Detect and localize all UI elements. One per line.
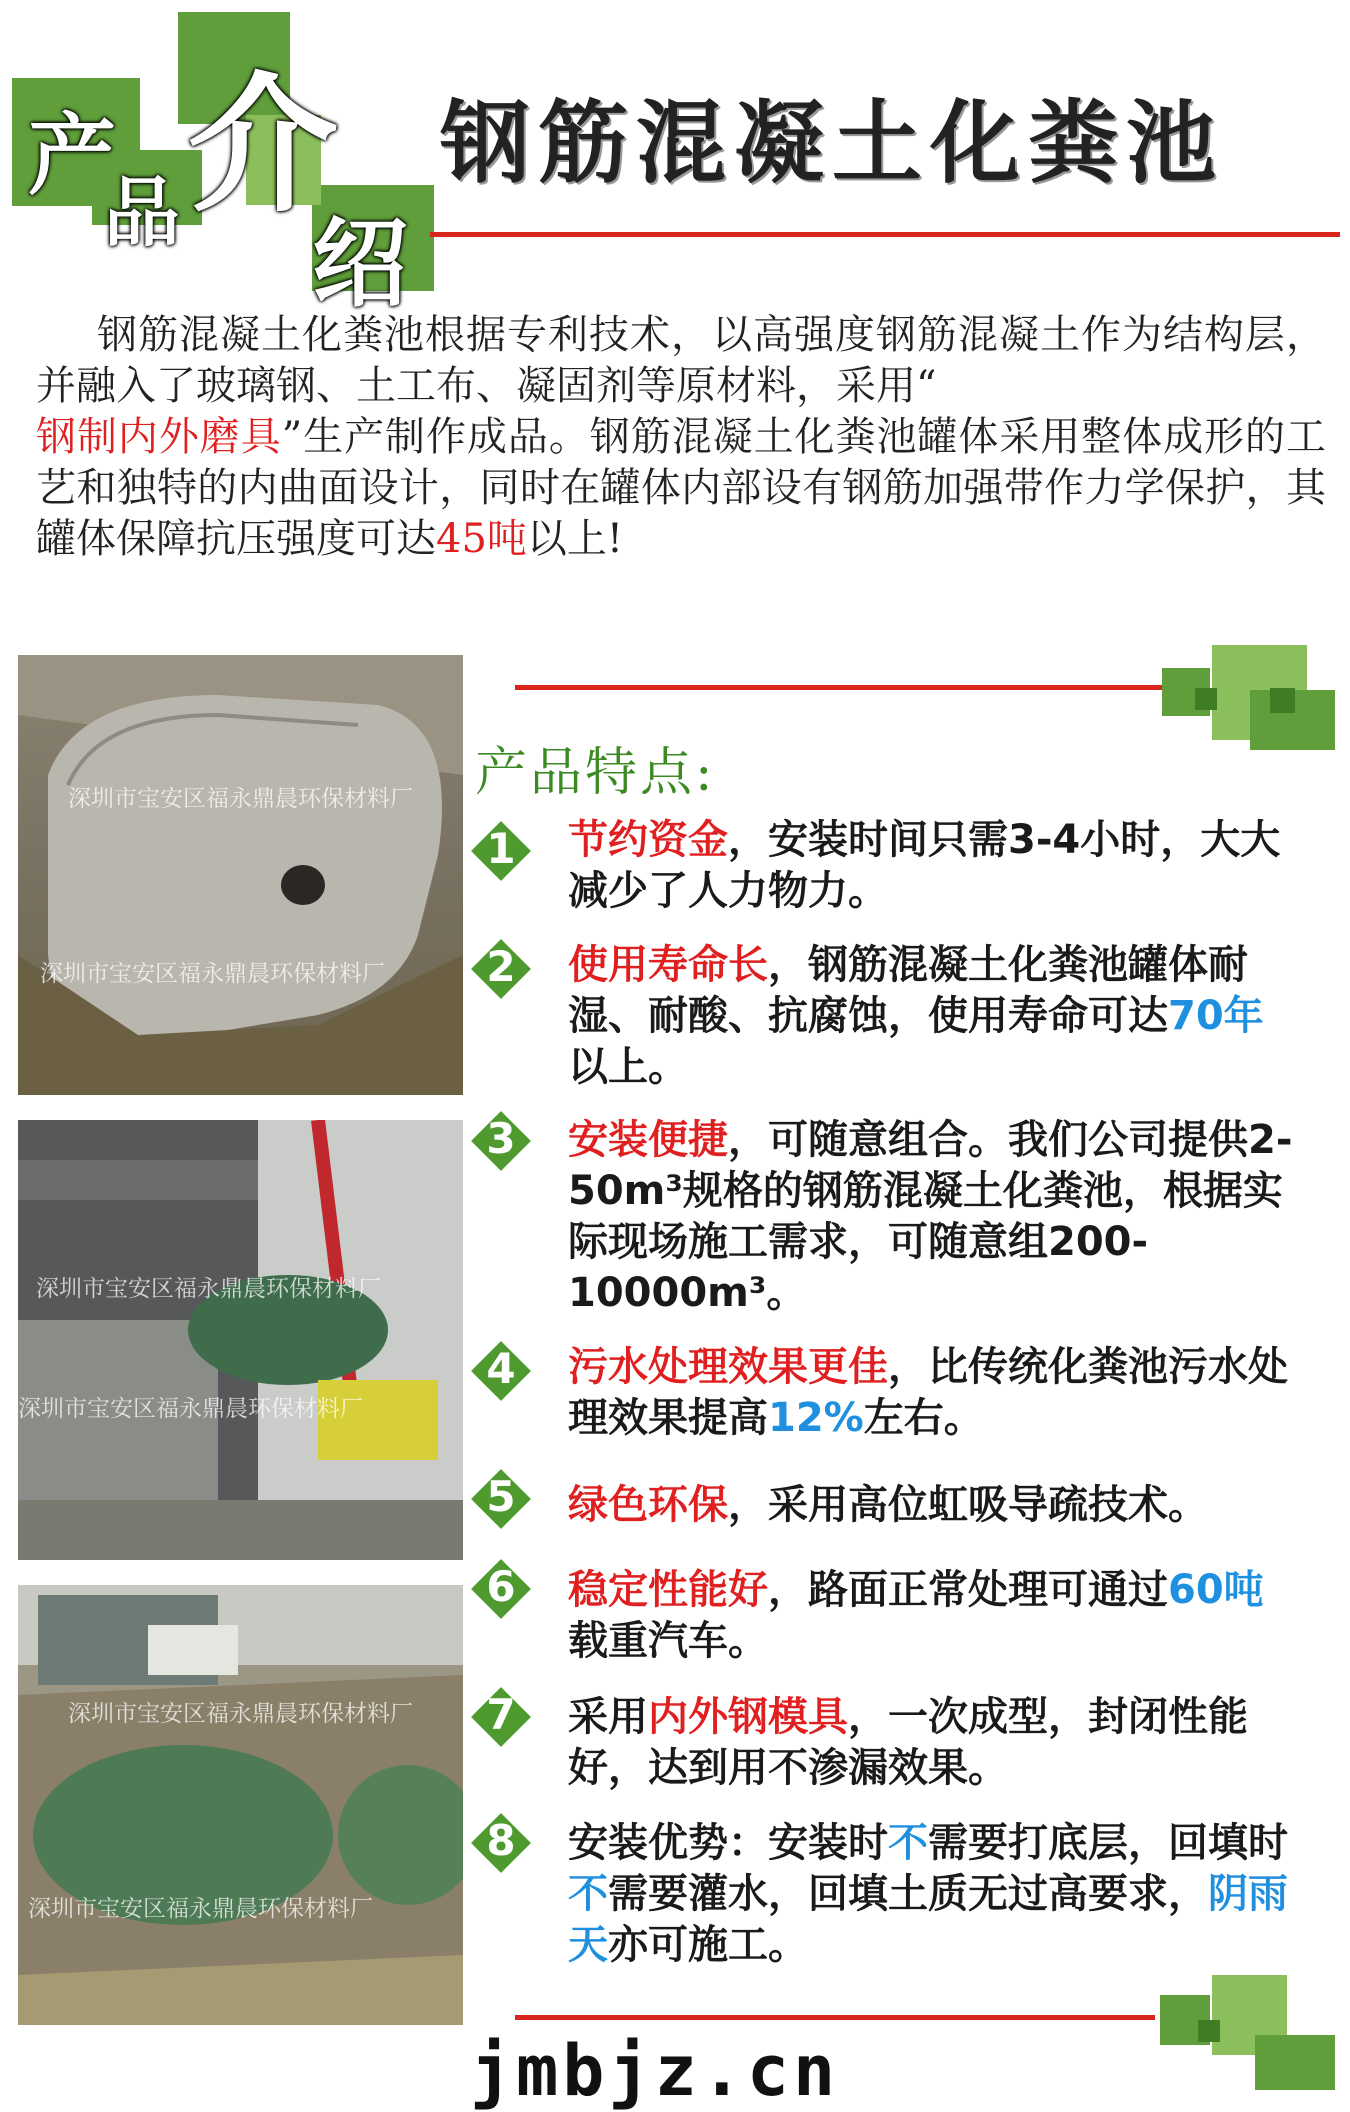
photo-illustration — [18, 655, 463, 1095]
feature-lead: 内外钢模具 — [648, 1694, 848, 1740]
feature-item-8 — [568, 1818, 1298, 1971]
decor-square — [1198, 2020, 1220, 2042]
watermark: 深圳市宝安区福永鼎晨环保材料厂 — [68, 1701, 413, 1727]
intro-text: ”生产制作成品。钢筋混凝土化粪池罐体采用整体成形的工艺和独特的内曲面设计，同时在罐体内部设有钢筋加强带作力学保护，其罐体保障抗压强度可达 — [36, 414, 1326, 562]
feature-highlight: 不 — [568, 1871, 608, 1917]
feature-item-6 — [568, 1565, 1298, 1667]
feature-lead: 节约资金 — [568, 817, 728, 863]
feature-text: 以上。 — [568, 1044, 688, 1090]
watermark: 深圳市宝安区福永鼎晨环保材料厂 — [18, 1396, 363, 1422]
feature-text: 亦可施工。 — [608, 1922, 808, 1968]
feature-item-4 — [568, 1342, 1298, 1444]
feature-text: ，安装时间只需3-4小时，大大减少了人力物力。 — [568, 817, 1281, 914]
watermark: 深圳市宝安区福永鼎晨环保材料厂 — [28, 1896, 373, 1922]
feature-text: 左右。 — [863, 1395, 984, 1441]
feature-lead: 污水处理效果更佳 — [568, 1344, 888, 1390]
header-char-3: 介 — [188, 57, 339, 233]
number-badge-5 — [468, 1466, 534, 1532]
feature-text: 安装优势：安装时 — [568, 1820, 888, 1866]
feature-item-5 — [568, 1480, 1298, 1531]
header-rule — [430, 232, 1340, 237]
feature-item-1 — [568, 815, 1298, 917]
number-badge-3 — [468, 1108, 534, 1174]
feature-lead: 稳定性能好 — [568, 1567, 768, 1613]
intro-text: 以上! — [526, 516, 623, 562]
feature-text: ，一次成型，封闭性能好，达到用不渗漏效果。 — [568, 1694, 1248, 1791]
photo-concrete-tank-pit — [18, 655, 463, 1095]
features-title: 产品特点: — [475, 743, 716, 803]
section-rule — [515, 685, 1175, 690]
feature-highlight: 60吨 — [1168, 1567, 1264, 1613]
feature-text: ，比传统化粪池污水处理效果提高 — [568, 1344, 1288, 1441]
intro-text: 钢筋混凝土化粪池根据专利技术，以高强度钢筋混凝土作为结构层，并融入了玻璃钢、土工布、凝固剂等原材料，采用“ — [36, 312, 1326, 409]
watermark: 深圳市宝安区福永鼎晨环保材料厂 — [68, 786, 413, 812]
watermark: 深圳市宝安区福永鼎晨环保材料厂 — [36, 1276, 381, 1302]
badge-number: 1 — [486, 824, 516, 873]
feature-lead: 绿色环保 — [568, 1482, 728, 1528]
badge-number: 4 — [486, 1344, 516, 1393]
feature-text: ，路面正常处理可通过 — [768, 1567, 1168, 1613]
header-char-4: 绍 — [312, 207, 408, 320]
badge-number: 5 — [486, 1472, 516, 1521]
page-title: 钢筋混凝土化粪池 — [440, 90, 1224, 196]
decor-square — [1195, 688, 1217, 710]
badge-number: 3 — [486, 1114, 516, 1163]
number-badge-1 — [468, 818, 534, 884]
feature-item-3 — [568, 1115, 1298, 1319]
feature-lead: 使用寿命长 — [568, 942, 768, 988]
decor-square — [1255, 2035, 1335, 2090]
feature-item-7 — [568, 1692, 1298, 1794]
footer-rule — [515, 2015, 1155, 2020]
feature-lead: 安装便捷 — [568, 1117, 728, 1163]
intro-highlight: 45吨 — [436, 516, 527, 562]
number-badge-8 — [468, 1810, 534, 1876]
badge-number: 6 — [486, 1562, 516, 1611]
photo-illustration — [18, 1585, 463, 2025]
feature-highlight: 不 — [888, 1820, 928, 1866]
feature-text: ，钢筋混凝土化粪池罐体耐湿、耐酸、抗腐蚀，使用寿命可达 — [568, 942, 1248, 1039]
feature-text: 采用 — [568, 1694, 648, 1740]
site-url: jmbjz.cn — [470, 2030, 840, 2112]
feature-text: ，采用高位虹吸导疏技术。 — [728, 1482, 1208, 1528]
feature-highlight: 12% — [768, 1395, 864, 1441]
number-badge-7 — [468, 1684, 534, 1750]
number-badge-6 — [468, 1556, 534, 1622]
badge-number: 2 — [486, 942, 516, 991]
number-badge-4 — [468, 1338, 534, 1404]
photo-tank-crane-lift — [18, 1120, 463, 1560]
watermark: 深圳市宝安区福永鼎晨环保材料厂 — [40, 961, 385, 987]
feature-text: ，可随意组合。我们公司提供2-50m³规格的钢筋混凝土化粪池，根据实际现场施工需求，可随意组200-10000m³。 — [568, 1117, 1293, 1316]
decor-square — [1270, 688, 1295, 713]
badge-number: 7 — [486, 1690, 516, 1739]
intro-highlight: 钢制内外磨具 — [36, 414, 282, 460]
feature-text: 载重汽车。 — [568, 1618, 768, 1664]
feature-text: 需要打底层，回填时 — [928, 1820, 1288, 1866]
intro-paragraph — [36, 310, 1326, 565]
photo-tanks-on-site — [18, 1585, 463, 2025]
feature-text: 需要灌水，回填土质无过高要求， — [608, 1871, 1208, 1917]
feature-highlight: 阴雨天 — [568, 1871, 1288, 1968]
header-char-2: 品 — [104, 168, 180, 257]
badge-number: 8 — [486, 1816, 516, 1865]
header-char-1: 产 — [28, 103, 117, 207]
feature-highlight: 70年 — [1168, 993, 1264, 1039]
number-badge-2 — [468, 936, 534, 1002]
feature-item-2 — [568, 940, 1298, 1093]
photo-illustration — [18, 1120, 463, 1560]
